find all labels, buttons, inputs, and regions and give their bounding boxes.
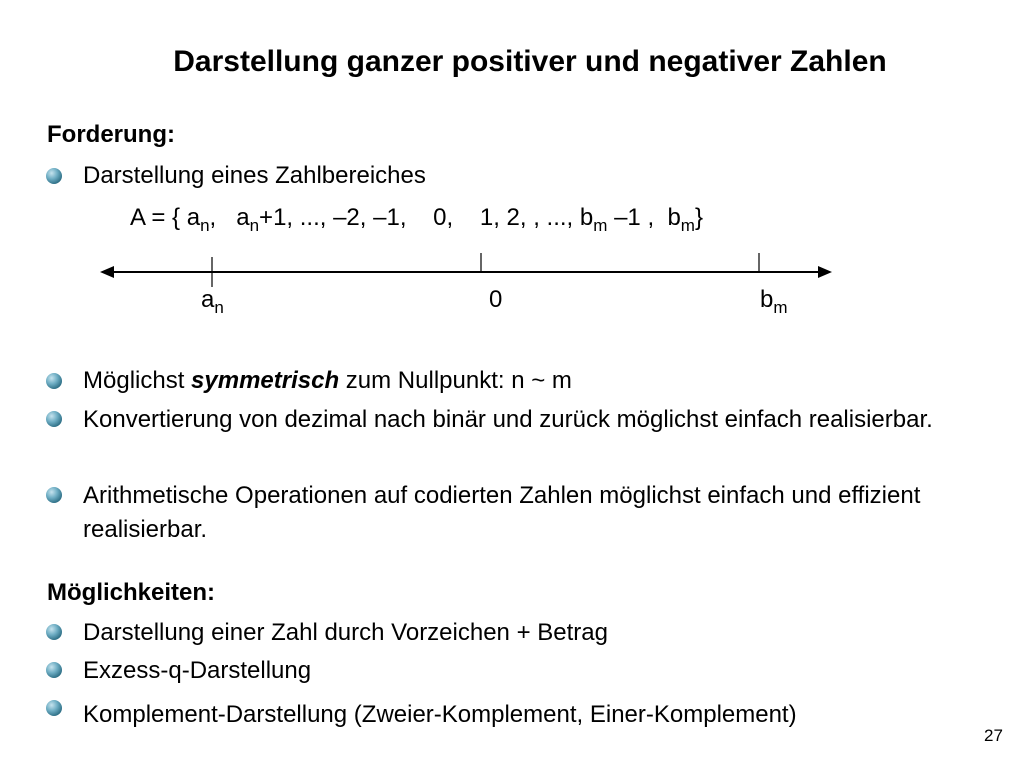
bullet-konvertierung: Konvertierung von dezimal nach binär und zurück möglichst einfach realisierbar. [83, 406, 933, 433]
formula-part: A = { a [130, 204, 201, 231]
bullet-komplement: Komplement-Darstellung (Zweier-Komplement, Einer-Komplement) [83, 701, 797, 728]
slide-title: Darstellung ganzer positiver und negativer Zahlen [173, 45, 887, 78]
bullet-symmetrisch-emphasis: symmetrisch [191, 367, 340, 394]
formula-part: +1, ..., –2, –1, 0, 1, 2, , ..., b [259, 204, 594, 231]
formula-part: } [694, 204, 703, 231]
right-arrowhead-icon [818, 266, 832, 278]
left-arrowhead-icon [100, 266, 114, 278]
bullet-exzess: Exzess-q-Darstellung [83, 657, 312, 684]
formula-subscript: n [200, 216, 210, 235]
label-bm-sub: m [773, 298, 788, 317]
bullet-arithmetik: Arithmetische Operationen auf codierten Zahlen möglichst einfach und effizient realisierbar. [83, 482, 921, 543]
bullet-symmetrisch [83, 364, 572, 398]
label-an [201, 285, 224, 315]
sphere-bullet-icon [46, 624, 62, 640]
sphere-bullet-icon [46, 373, 62, 389]
formula-part: , a [209, 204, 250, 231]
sphere-bullet-icon [46, 487, 62, 503]
formula-part: –1 , b [607, 204, 681, 231]
page-number: 27 [984, 726, 1003, 745]
label-bm [760, 285, 788, 315]
sphere-bullet-icon [46, 700, 62, 716]
bullet-vorzeichen-betrag: Darstellung einer Zahl durch Vorzeichen + Betrag [83, 619, 608, 646]
bullet-symmetrisch-pre: Möglichst [83, 367, 192, 394]
label-an-sub: n [214, 298, 224, 317]
bullet-symmetrisch-post: zum Nullpunkt: n ~ m [339, 367, 572, 394]
section-heading-forderung: Forderung: [47, 121, 175, 148]
sphere-bullet-icon [46, 411, 62, 427]
section-heading-moeglichkeiten: Möglichkeiten: [47, 579, 216, 606]
formula-subscript: m [593, 216, 608, 235]
bullet-zahlbereich: Darstellung eines Zahlbereiches [83, 162, 426, 189]
label-bm-base: b [760, 286, 774, 313]
formula-subscript: m [680, 216, 695, 235]
sphere-bullet-icon [46, 662, 62, 678]
label-zero: 0 [489, 286, 503, 313]
label-an-base: a [201, 286, 215, 313]
formula-subscript: n [249, 216, 260, 235]
